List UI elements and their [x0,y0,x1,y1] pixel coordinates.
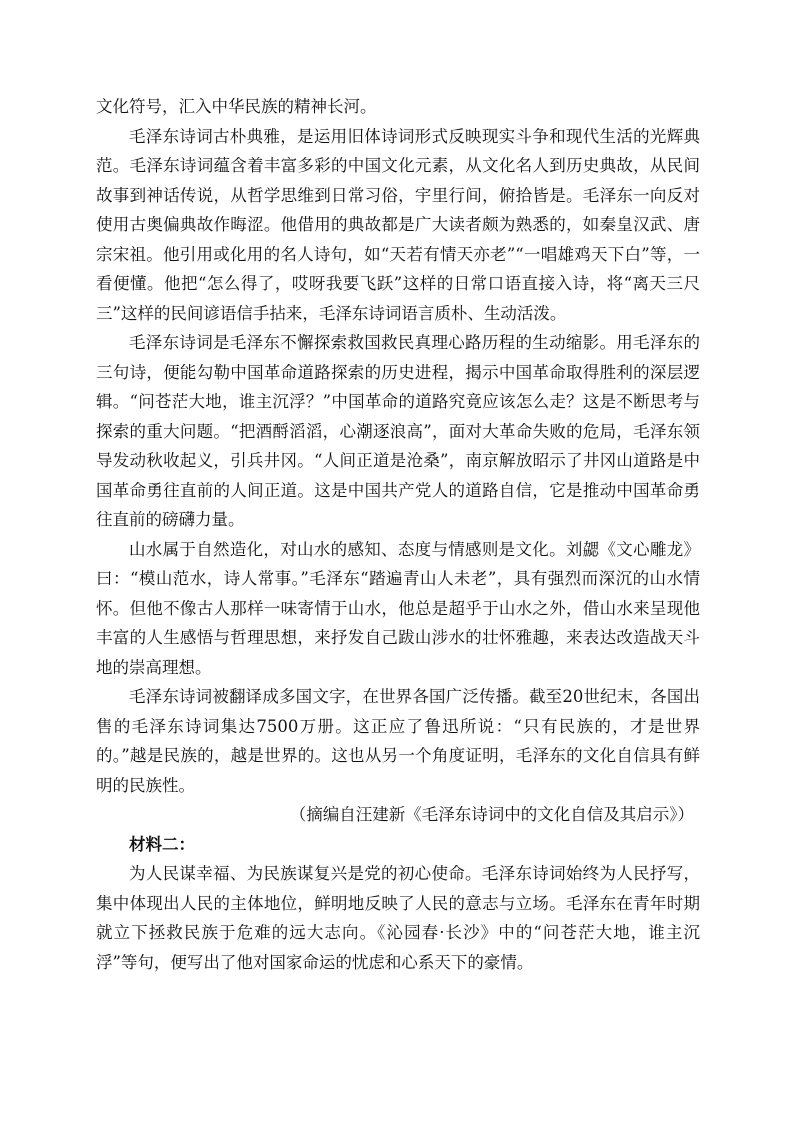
document-page [96,92,700,977]
paragraph-people: 为人民谋幸福、为民族谋复兴是党的初心使命。毛泽东诗词始终为人民抒写，集中体现出人民的主体地位，鲜明地反映了人民的意志与立场。毛泽东在青年时期就立下拯救民族于危难的远大志向。《沁园春·长沙》中的“问苍茫大地，谁主沉浮”等句，便写出了他对国家命运的忧虑和心系天下的豪情。 [96,864,700,972]
paragraph-translation: 毛泽东诗词被翻译成多国文字，在世界各国广泛传播。截至20世纪末，各国出售的毛泽东诗词集达7500万册。这正应了鲁迅所说：“只有民族的，才是世界的。”越是民族的，越是世界的。这也从另一个角度证明，毛泽东的文化自信具有鲜明的民族性。 [96,687,700,795]
paragraph-landscape: 山水属于自然造化，对山水的感知、态度与情感则是文化。刘勰《文心雕龙》曰：“模山范水，诗人常事。”毛泽东“踏遍青山人未老”，具有强烈而深沉的山水情怀。但他不像古人那样一味寄情于山水，他总是超乎于山水之外，借山水来呈现他丰富的人生感悟与哲理思想，来抒发自己跋山涉水的壮怀雅趣，来表达改造战天斗地的崇高理想。 [96,539,700,677]
paragraph-continuation: 文化符号，汇入中华民族的精神长河。 [96,97,377,116]
paragraph-revolution-path: 毛泽东诗词是毛泽东不懈探索救国救民真理心路历程的生动缩影。用毛泽东的三句诗，便能勾勒中国革命道路探索的历史进程，揭示中国革命取得胜利的深层逻辑。“问苍茫大地，谁主沉浮？”中国革命的道路究竟应该怎么走？这是不断思考与探索的重大问题。“把酒酹滔滔，心潮逐浪高”，面对大革命失败的危局，毛泽东领导发动秋收起义，引兵井冈。“人间正道是沧桑”，南京解放昭示了井冈山道路是中国革命勇往直前的人间正道。这是中国共产党人的道路自信，它是推动中国革命勇往直前的磅礴力量。 [96,333,700,529]
paragraph-classic-style: 毛泽东诗词古朴典雅，是运用旧体诗词形式反映现实斗争和现代生活的光辉典范。毛泽东诗词蕴含着丰富多彩的中国文化元素，从文化名人到历史典故，从民间故事到神话传说，从哲学思维到日常习俗，宇里行间，俯拾皆是。毛泽东一向反对使用古奥偏典故作晦涩。他借用的典故都是广大读者颇为熟悉的，如秦皇汉武、唐宗宋祖。他引用或化用的名人诗句，如“天若有情天亦老”“一唱雄鸡天下白”等，一看便懂。他把“怎么得了，哎呀我要飞跃”这样的日常口语直接入诗，将“离天三尺三”这样的民间谚语信手拈来，毛泽东诗词语言质朴、生动活泼。 [96,126,700,323]
material-two-heading: 材料二： [129,834,195,854]
source-citation: （摘编自汪建新《毛泽东诗词中的文化自信及其启示》） [289,805,694,824]
